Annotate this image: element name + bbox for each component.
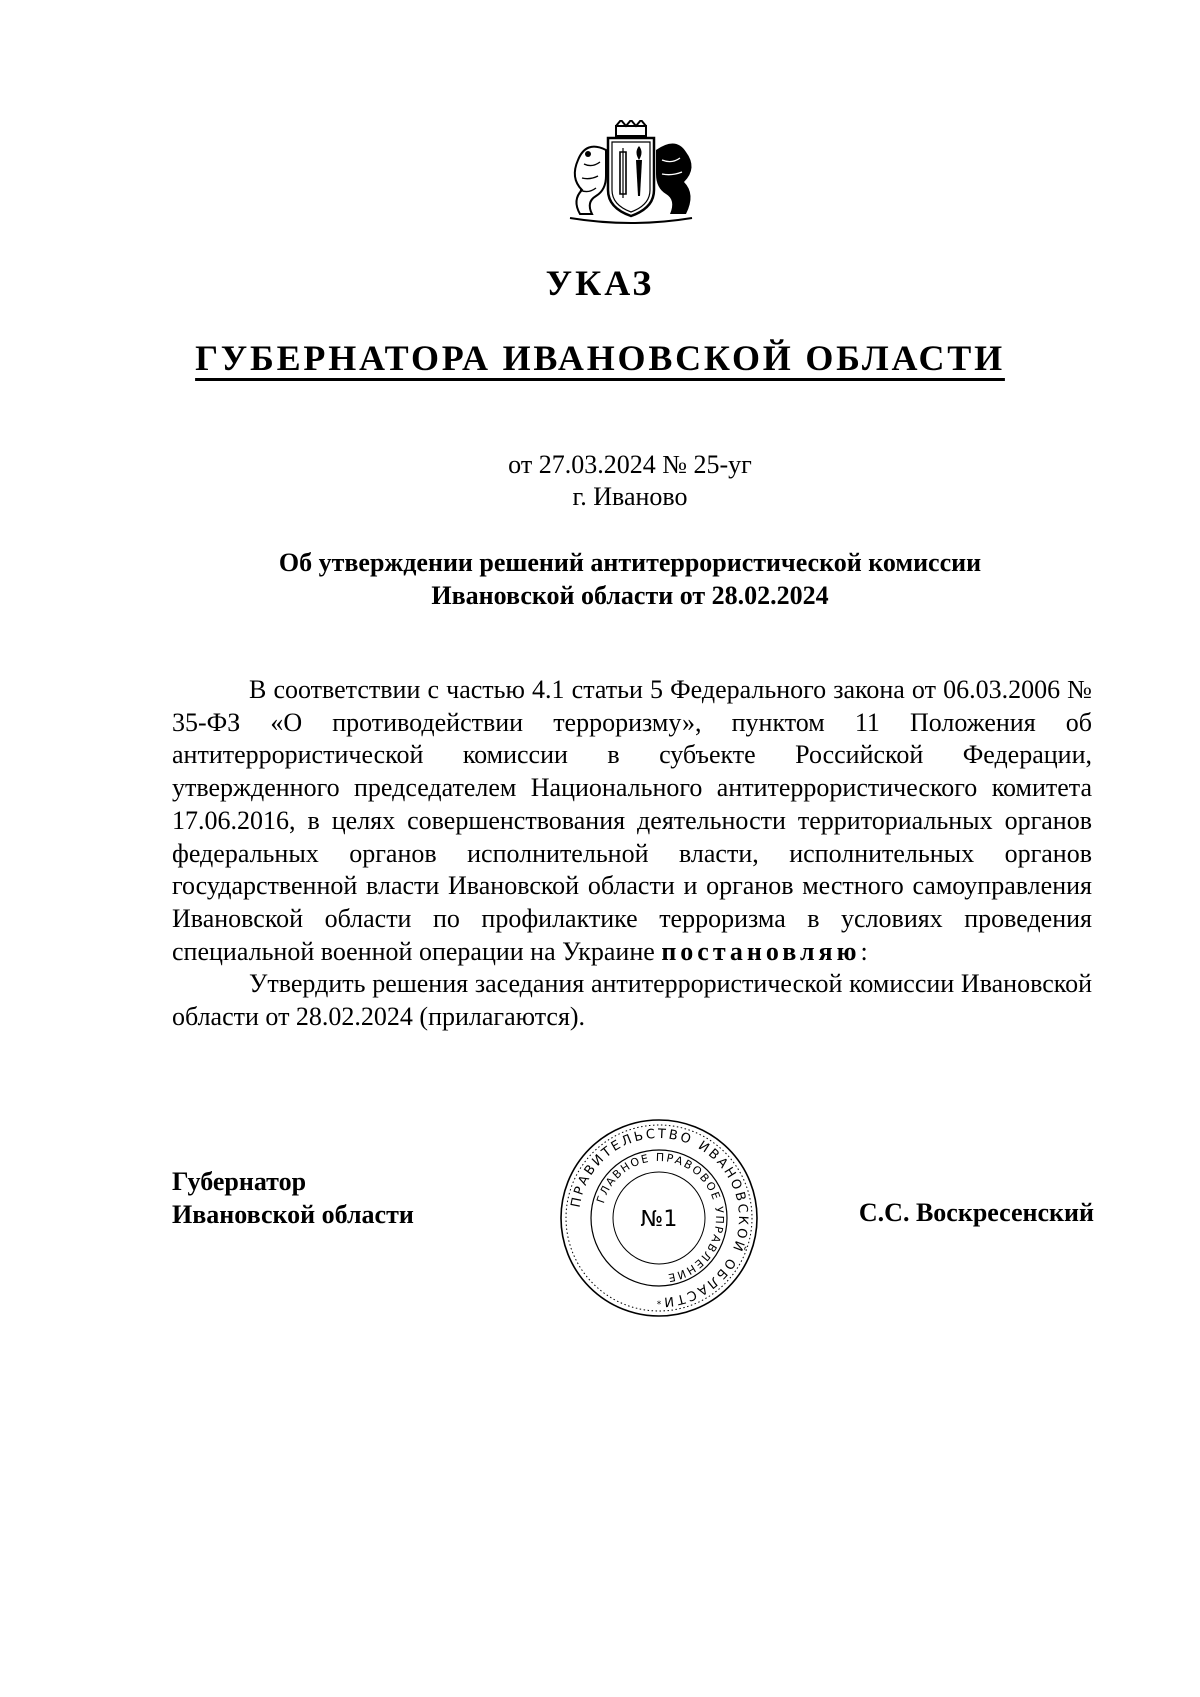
body-paragraph-2: Утвердить решения заседания антитеррористической комиссии Ивановской области от 28.02.2024 (прилагаются).	[172, 969, 1092, 1032]
svg-text:*: *	[656, 1300, 662, 1310]
body-paragraph-1	[172, 674, 1092, 968]
seal-outer-text: ПРАВИТЕЛЬСТВО ИВАНОВСКОЙ ОБЛАСТИ	[568, 1126, 751, 1310]
seal-number: №1	[640, 1207, 678, 1232]
signatory-name: С.С. Воскресенский	[858, 1198, 1094, 1227]
decree-body	[172, 674, 1092, 1034]
document-type-title: УКАЗ	[545, 263, 655, 303]
signatory-position-line-2: Ивановской области	[172, 1200, 414, 1229]
paragraph-1-end: :	[860, 936, 868, 966]
subject-line-1: Об утверждении решений антитеррористической комиссии	[278, 548, 982, 577]
seal-inner-text: ГЛАВНОЕ ПРАВОВОЕ УПРАВЛЕНИЕ	[594, 1150, 727, 1285]
issuer-title	[0, 337, 1200, 379]
decree-verb: постановляю	[661, 936, 861, 966]
decree-city: г. Иваново	[572, 482, 688, 511]
signatory-position	[172, 1165, 414, 1231]
signatory-position-line-1: Губернатор	[172, 1167, 307, 1196]
decree-subject	[0, 546, 1200, 612]
issuer-title-text: ГУБЕРНАТОРА ИВАНОВСКОЙ ОБЛАСТИ	[195, 338, 1005, 378]
official-seal-icon	[558, 1117, 760, 1319]
subject-line-2: Ивановской области от 28.02.2024	[431, 581, 829, 610]
decree-date-number: от 27.03.2024 № 25-уг	[508, 450, 752, 479]
coat-of-arms-icon	[556, 120, 706, 226]
paragraph-1-text: В соответствии с частью 4.1 статьи 5 Федерального закона от 06.03.2006 № 35-ФЗ «О противодействии терроризму», пунктом 11 Положения об антитеррористической комиссии в субъекте Российской Федерации, утвержденного председателем Национального антитеррористического комитета 17.06.2016, в целях совершенствования деятельности территориальных органов федеральных органов исполнительной власти, исполнительных органов государственной власти Ивановской области и органов местного самоуправления Ивановской области по профилактике терроризма в условиях проведения специальной военной операции на Украине	[172, 675, 1092, 966]
